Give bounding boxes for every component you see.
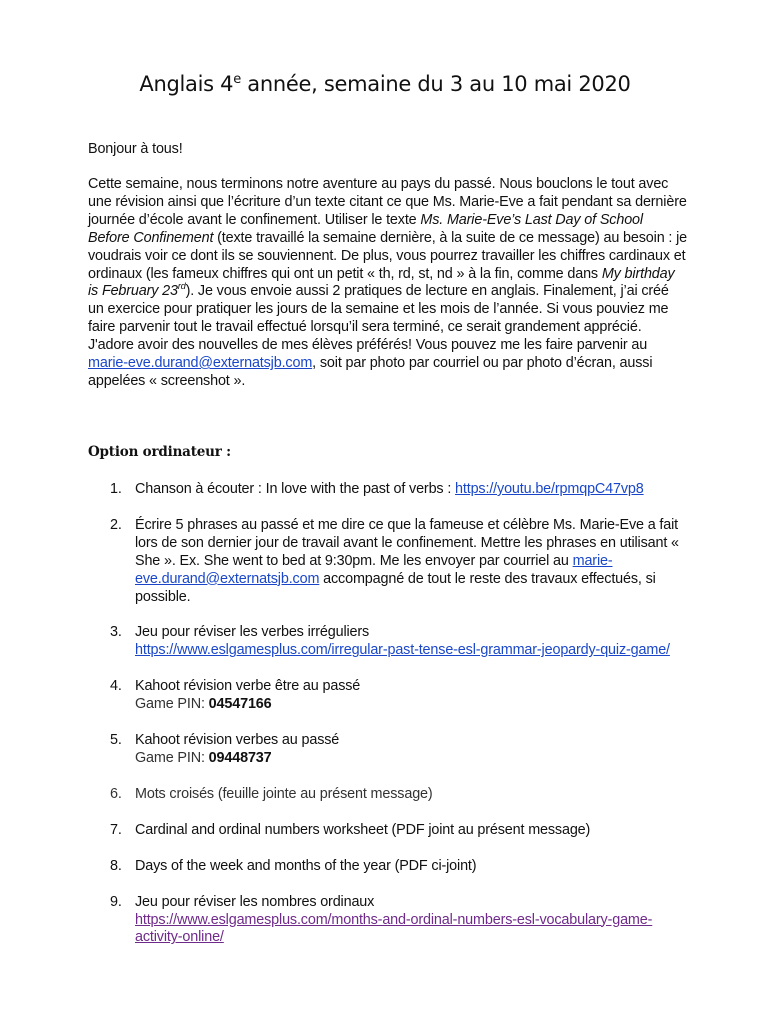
list-item: 7. Cardinal and ordinal numbers worksheet (PDF joint au présent message) (110, 821, 591, 838)
irregular-verbs-game-link[interactable]: https://www.eslgamesplus.com/irregular-past-tense-esl-grammar-jeopardy-quiz-game/ (135, 642, 670, 659)
game-pin: 09448737 (208, 749, 272, 766)
title-superscript: e (233, 72, 241, 87)
ordinal-numbers-game-link[interactable]: https://www.eslgamesplus.com/months-and-ordinal-numbers-esl-vocabulary-game-activity-online/ (135, 911, 653, 946)
youtube-link[interactable]: https://youtu.be/rpmqpC47vp8 (455, 481, 644, 497)
email-link[interactable]: marie-eve.durand@externatsjb.com (135, 552, 613, 587)
game-pin: 04547166 (208, 696, 272, 713)
greeting: Bonjour à tous! (88, 141, 183, 157)
text-title-italic: Ms. Marie-Eve’s Last Day of School Before Confinement (88, 211, 643, 246)
page-title: Anglais 4e année, semaine du 3 au 10 mai 2020 (139, 72, 631, 96)
list-item: 5. Kahoot révision verbes au passé Game PIN: 09448737 (110, 732, 340, 766)
section-title: Option ordinateur : (88, 444, 231, 460)
birthday-example-italic: My birthday is February 23rd (88, 265, 675, 300)
intro-paragraph: Cette semaine, nous terminons notre aventure au pays du passé. Nous bouclons le tout avec une révision ainsi que l’écriture d’un texte citant ce que Ms. Marie-Eve a fait pendant sa dernière journée d’école avant le confinement. Utiliser le texte Ms. Marie-Eve’s Last Day of School Before Confinement (texte travaillé la semaine dernière, à la suite de ce message) au besoin : je voudrais voir ce dont ils se souviennent. De plus, vous pourrez travailler les chiffres cardinaux et ordinaux (les fameux chiffres qui ont un petit « th, rd, st, nd » à la fin, comme dans My birthday is February 23rd). Je vous envoie aussi 2 pratiques de lecture en anglais. Finalement, j’ai créé un exercice pour pratiquer les jours de la semaine et les mois de l’année. Si vous pouviez me faire parvenir tout le travail effectué lorsqu’il sera terminé, ce serait grandement apprécié. J'adore avoir des nouvelles de mes élèves préférés! Vous pouvez me les faire parvenir au marie-eve.durand@externatsjb.com, soit par photo par courriel ou par photo d’écran, aussi appelées « screenshot ». (88, 176, 687, 389)
list-item: 3. Jeu pour réviser les verbes irréguliers https://www.eslgamesplus.com/irregular-past-tense-esl-grammar-jeopardy-quiz-game/ (110, 624, 670, 659)
list-item: 9. Jeu pour réviser les nombres ordinaux https://www.eslgamesplus.com/months-and-ordinal-numbers-esl-vocabulary-game-activity-online/ (110, 893, 653, 946)
list-item: 8. Days of the week and months of the year (PDF ci-joint) (110, 857, 477, 874)
list-item: 4. Kahoot révision verbe être au passé Game PIN: 04547166 (110, 678, 361, 713)
list-item: 2. Écrire 5 phrases au passé et me dire ce que la fameuse et célèbre Ms. Marie-Eve a fait lors de son dernier jour de travail avant le confinement. Mettre les phrases en utilisant « She ». Ex. She went to bed at 9:30pm. Me les envoyer par courriel au marie-eve.durand@externatsjb.com accompagné de tout le reste des travaux effectués, si possible. (110, 516, 679, 605)
list-item: 6. Mots croisés (feuille jointe au présent message) (110, 785, 433, 802)
email-link[interactable]: marie-eve.durand@externatsjb.com (88, 355, 313, 372)
list-item: 1. Chanson à écouter : In love with the past of verbs : https://youtu.be/rpmqpC47vp8 (110, 481, 644, 497)
activity-list (88, 481, 698, 965)
